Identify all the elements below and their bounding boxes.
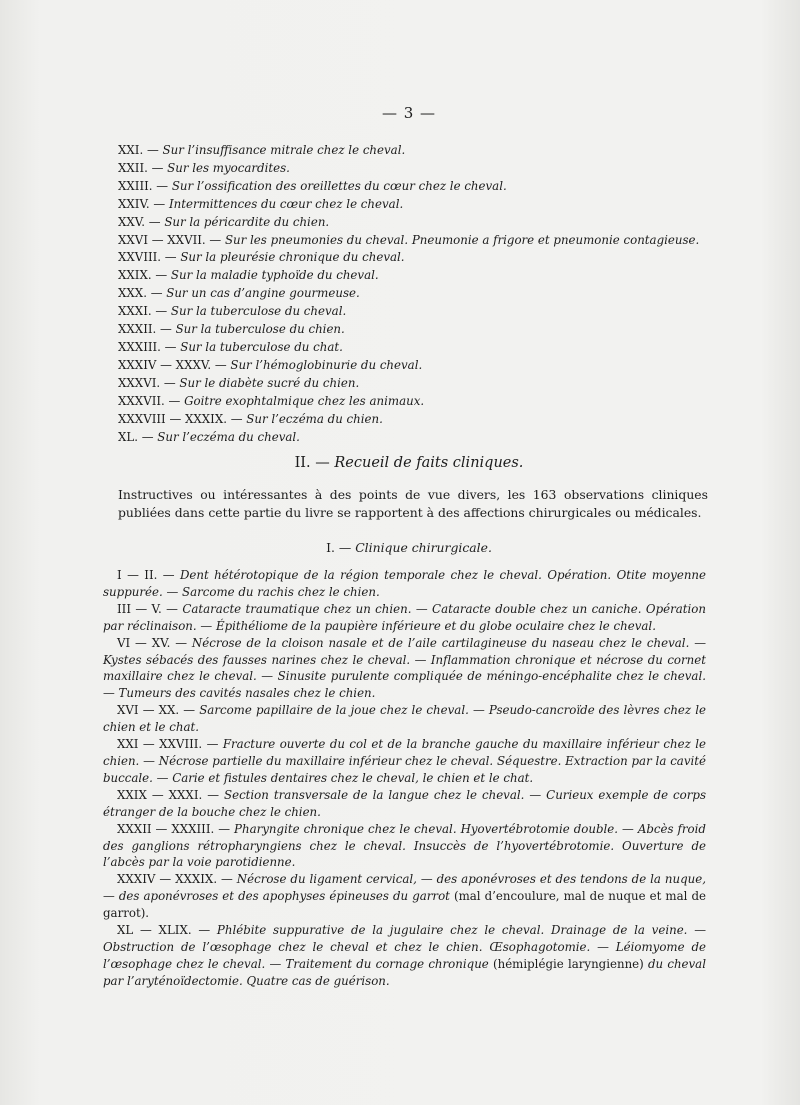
list-item-title: Sur l’insuffisance mitrale chez le cheval. — [162, 143, 406, 157]
entry-text: Fracture ouverte du col et de la branche gauche du maxillaire inférieur chez le chien. — Nécrose partielle du maxillaire inférieur chez le cheval. Séquestre. Extraction par la cavité buccale. — Carie et fistules dentaires chez le cheval, le chien et le chat. — [103, 737, 706, 785]
entry-text-continued: du cheval par l’aryténoïdectomie. Quatre cas de guérison. — [103, 956, 706, 988]
list-item-number: XXXII. — — [118, 322, 176, 337]
list-item-title: Sur le diabète sucré du chien. — [179, 375, 360, 390]
list-item-title: Sur l’hémoglobinurie du cheval. — [230, 357, 423, 372]
list-item — [118, 357, 718, 375]
list-item — [118, 160, 718, 178]
entry-paragraph — [103, 702, 706, 736]
list-item-title: Sur la tuberculose du cheval. — [170, 304, 347, 319]
list-item-title: Sur un cas d’angine gourmeuse. — [166, 286, 360, 301]
entry-text: Nécrose du ligament cervical, — des aponévroses et des tendons de la nuque, — des aponévroses et des apophyses épineuses du garrot — [103, 872, 706, 904]
section-heading — [0, 455, 800, 471]
section-title: Recueil de faits cliniques. — [334, 455, 524, 471]
entry-paragraph — [103, 821, 706, 872]
list-item-title: Intermittences du cœur chez le cheval. — [168, 196, 404, 211]
list-item-title: Sur les pneumonies du cheval. Pneumonie a frigore et pneumonie contagieuse. — [224, 232, 700, 247]
entry-number: XXXIV — XXXIX. — — [117, 872, 237, 887]
list-item — [118, 267, 718, 285]
list-item — [118, 196, 718, 214]
subsection-number: I. — — [326, 540, 356, 555]
list-item-number: XXXVI. — — [118, 375, 180, 390]
list-item-title: Sur l’eczéma du cheval. — [157, 429, 300, 444]
list-item — [118, 393, 718, 411]
list-item-number: XXI. — — [118, 143, 163, 157]
list-item-title: Sur la pleurésie chronique du cheval. — [180, 250, 405, 265]
list-item-number: XXXIV — XXXV. — — [118, 357, 231, 372]
list-item-number: XXV. — — [118, 214, 165, 229]
list-item-number: XXVIII. — — [118, 250, 181, 265]
list-item — [118, 178, 718, 196]
list-item-title: Sur les myocardites. — [167, 160, 290, 175]
section-number: II. — — [294, 455, 335, 471]
entry-paragraph — [103, 601, 706, 635]
list-item-title: Sur la péricardite du chien. — [164, 214, 330, 229]
entry-paragraph — [103, 871, 706, 922]
entry-paragraph — [103, 922, 706, 990]
entry-text: Pharyngite chronique chez le cheval. Hyovertébrotomie double. — Abcès froid des ganglions rétropharyngiens chez le cheval. Insuccès de l’hyovertébrotomie. Ouverture de l’abcès par la voie parotidienne. — [103, 821, 706, 870]
entry-number: III — V. — — [117, 601, 183, 616]
list-item-number: XXXI. — — [118, 304, 171, 319]
chapter-list — [118, 142, 718, 446]
entry-number: XXI — XXVIII. — — [117, 737, 223, 752]
entry-text: Section transversale de la langue chez le cheval. — Curieux exemple de corps étranger de la bouche chez le chien. — [103, 787, 706, 819]
list-item — [118, 249, 718, 267]
entry-number: XVI — XX. — — [117, 703, 200, 718]
list-item — [118, 321, 718, 339]
list-item-number: XXX. — — [118, 286, 167, 301]
entry-text: Dent hétérotopique de la région temporale chez le cheval. Opération. Otite moyenne suppurée. — Sarcome du rachis chez le chien. — [103, 568, 706, 599]
list-item-title: Sur la tuberculose du chien. — [175, 322, 345, 337]
list-item — [118, 375, 718, 393]
list-item-number: XXIII. — — [118, 178, 172, 193]
clinical-entries — [103, 567, 706, 990]
entry-number: XXXII — XXXIII. — — [117, 821, 235, 836]
subsection-heading — [0, 540, 800, 555]
list-item — [118, 232, 718, 250]
entry-text: Nécrose de la cloison nasale et de l’aile cartilagineuse du naseau chez le cheval. — Kystes sébacés des fausses narines chez le cheval. — Inflammation chronique et nécrose du cornet maxillaire chez le cheval. — Sinusite purulente compliquée de méningo-encéphalite chez le cheval. — Tumeurs des cavités nasales chez le chien. — [103, 635, 706, 701]
entry-paragraph — [103, 635, 706, 703]
list-item-number: XL. — — [118, 429, 158, 444]
entry-number: XXIX — XXXI. — — [117, 787, 224, 802]
entry-paragraph — [103, 567, 706, 601]
list-item-number: XXII. — — [118, 160, 168, 175]
list-item-number: XXXVIII — XXXIX. — — [118, 411, 247, 426]
list-item-number: XXIV. — — [118, 196, 169, 211]
list-item — [118, 142, 718, 160]
entry-number: VI — XV. — — [117, 635, 192, 650]
list-item-number: XXXIII. — — [118, 339, 181, 354]
list-item-title: Goitre exophtalmique chez les animaux. — [184, 393, 425, 408]
page-number: — 3 — — [381, 104, 437, 122]
entry-number: XL — XLIX. — — [117, 923, 217, 938]
entry-text: Sarcome papillaire de la joue chez le cheval. — Pseudo-cancroïde des lèvres chez le chien et le chat. — [103, 703, 707, 735]
list-item-title: Sur l’eczéma du chien. — [246, 411, 383, 426]
list-item-title: Sur la tuberculose du chat. — [180, 339, 343, 354]
list-item-number: XXVI — XXVII. — — [118, 232, 225, 247]
list-item — [118, 411, 718, 429]
list-item-title: Sur l’ossification des oreillettes du cœur chez le cheval. — [171, 178, 507, 193]
list-item-title: Sur la maladie typhoïde du cheval. — [170, 268, 379, 283]
entry-text-roman: (hémiplégie laryngienne) — [488, 956, 648, 971]
entry-text: Phlébite suppurative de la jugulaire chez le cheval. Drainage de la veine. — Obstruction de l’œsophage chez le cheval et chez le chien. Œsophagotomie. — Léiomyome de l’œsophage chez le cheval. — Traitement du cornage chronique — [103, 923, 706, 971]
entry-paragraph — [103, 787, 706, 821]
entry-number: I — II. — — [117, 568, 180, 582]
list-item — [118, 429, 718, 447]
list-item — [118, 285, 718, 303]
list-item — [118, 303, 718, 321]
list-item — [118, 339, 718, 357]
entry-text-roman: (mal d’encoulure, mal de nuque et mal de garrot). — [103, 889, 706, 921]
intro-paragraph: Instructives ou intéressantes à des points de vue divers, les 163 observations cliniques publiées dans cette partie du livre se rapportent à des affections chirurgicales ou médicales. — [118, 487, 708, 520]
entry-text: Cataracte traumatique chez un chien. — Cataracte double chez un caniche. Opération par réclinaison. — Épithéliome de la paupière inférieure et du globe oculaire chez le cheval. — [103, 601, 707, 633]
entry-paragraph — [103, 736, 706, 787]
list-item — [118, 214, 718, 232]
list-item-number: XXIX. — — [118, 268, 171, 283]
subsection-title: Clinique chirurgicale. — [355, 540, 492, 555]
list-item-number: XXXVII. — — [118, 393, 185, 408]
